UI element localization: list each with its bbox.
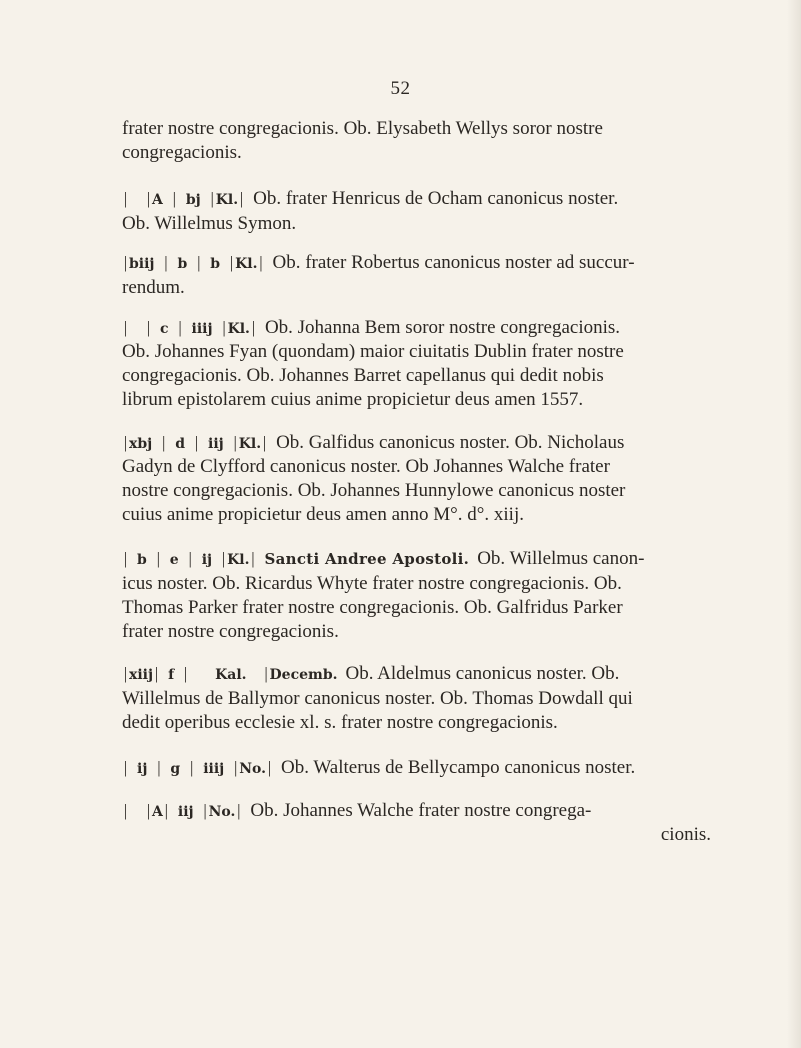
entry-text: Ob. Johannes Walche frater nostre congrega- <box>250 800 592 821</box>
golden-number: ij <box>137 761 148 777</box>
dominical-letter: c <box>160 321 169 337</box>
entry-text: Ob. Walterus de Bellycampo canonicus noster. <box>280 757 636 778</box>
calends-label: Kl. <box>227 321 250 337</box>
calendar-entry-header: | xiij | f | Kal. | Decemb. Ob. Aldelmus canonicus noster. Ob. <box>123 663 620 684</box>
text-line: frater nostre congregacionis. <box>122 621 339 642</box>
month-label: Decemb. <box>269 667 338 683</box>
dominical-letter: e <box>169 552 179 568</box>
calendar-entry-header: | | c | iiij | Kl. | Ob. Johanna Bem soror nostre congregacionis. <box>123 317 621 338</box>
calendar-entry-header: | b | e | ij | Kl. | Sancti Andree Apostoli. Ob. Willelmus canon- <box>123 548 645 569</box>
calendar-entry-header: | | A | bj | Kl. | Ob. frater Henricus de Ocham canonicus noster. <box>123 188 619 209</box>
feast-title: Sancti Andree Apostoli. <box>264 550 470 568</box>
day-numeral: iiij <box>203 761 225 777</box>
calends-label: Kl. <box>238 436 262 452</box>
text-line: Ob. Willelmus Symon. <box>122 213 297 234</box>
golden-number: xiij <box>129 667 154 683</box>
dominical-letter: b <box>177 256 188 272</box>
calendar-entry-header: | | A | iij | No. | Ob. Johannes Walche frater nostre congrega- <box>123 800 592 821</box>
dominical-letter: f <box>168 667 175 683</box>
text-line: frater nostre congregacionis. Ob. Elysabeth Wellys soror nostre <box>122 118 603 139</box>
calends-label: Kl. <box>227 552 250 568</box>
entry-text: Ob. frater Robertus canonicus noster ad succur- <box>272 252 635 273</box>
nones-label: No. <box>239 761 266 777</box>
entry-text: Ob. frater Henricus de Ocham canonicus noster. <box>253 188 619 209</box>
text-line: Gadyn de Clyfford canonicus noster. Ob Johannes Walche frater <box>122 456 610 477</box>
text-line: cuius anime propicietur deus amen anno M°. d°. xiij. <box>122 504 524 525</box>
text-line: nostre congregacionis. Ob. Johannes Hunnylowe canonicus noster <box>122 480 626 501</box>
dominical-letter: d <box>175 436 185 452</box>
entry-text: Ob. Willelmus canon- <box>477 548 645 569</box>
dominical-letter: g <box>170 761 181 777</box>
day-numeral: b <box>210 256 221 272</box>
entry-text: Ob. Galfidus canonicus noster. Ob. Nicholaus <box>276 432 625 453</box>
page-number: 52 <box>390 78 411 99</box>
calendar-entry-header: | xbj | d | iij | Kl. | Ob. Galfidus canonicus noster. Ob. Nicholaus <box>123 432 625 453</box>
calends-label: Kl. <box>235 256 258 272</box>
day-numeral: ij <box>201 552 213 568</box>
text-line: Willelmus de Ballymor canonicus noster. Ob. Thomas Dowdall qui <box>122 688 633 709</box>
golden-number: b <box>137 552 147 568</box>
calendar-entry-header: | biij | b | b | Kl. | Ob. frater Robertus canonicus noster ad succur- <box>123 252 635 273</box>
text-line: icus noster. Ob. Ricardus Whyte frater nostre congregacionis. Ob. <box>122 573 622 594</box>
calends-label: Kl. <box>215 192 239 208</box>
page-edge-shadow <box>787 0 801 1048</box>
text-line: dedit operibus ecclesie xl. s. frater nostre congregacionis. <box>122 712 558 733</box>
golden-number: xbj <box>129 436 153 452</box>
text-line: librum epistolarem cuius anime propicietur deus amen 1557. <box>122 389 584 410</box>
dominical-letter: A <box>152 192 163 208</box>
day-numeral: iij <box>208 436 224 452</box>
entry-text: Ob. Aldelmus canonicus noster. Ob. <box>345 663 620 684</box>
calendar-entry-header: | ij | g | iiij | No. | Ob. Walterus de Bellycampo canonicus noster. <box>123 757 636 778</box>
kalends-label: Kal. <box>215 667 247 683</box>
text-line: Ob. Johannes Fyan (quondam) maior ciuitatis Dublin frater nostre <box>122 341 624 362</box>
text-line: Thomas Parker frater nostre congregacionis. Ob. Galfridus Parker <box>122 597 623 618</box>
day-numeral: iiij <box>191 321 213 337</box>
day-numeral: iij <box>177 804 194 820</box>
text-line: cionis. <box>660 824 711 845</box>
day-numeral: bj <box>185 192 201 208</box>
entry-text: Ob. Johanna Bem soror nostre congregacionis. <box>264 317 621 338</box>
nones-label: No. <box>208 804 236 820</box>
text-line: congregacionis. Ob. Johannes Barret capellanus qui dedit nobis <box>122 365 604 386</box>
golden-number: biij <box>129 256 155 272</box>
text-line: congregacionis. <box>122 142 242 163</box>
text-line: rendum. <box>122 277 185 298</box>
dominical-letter: A <box>152 804 163 820</box>
